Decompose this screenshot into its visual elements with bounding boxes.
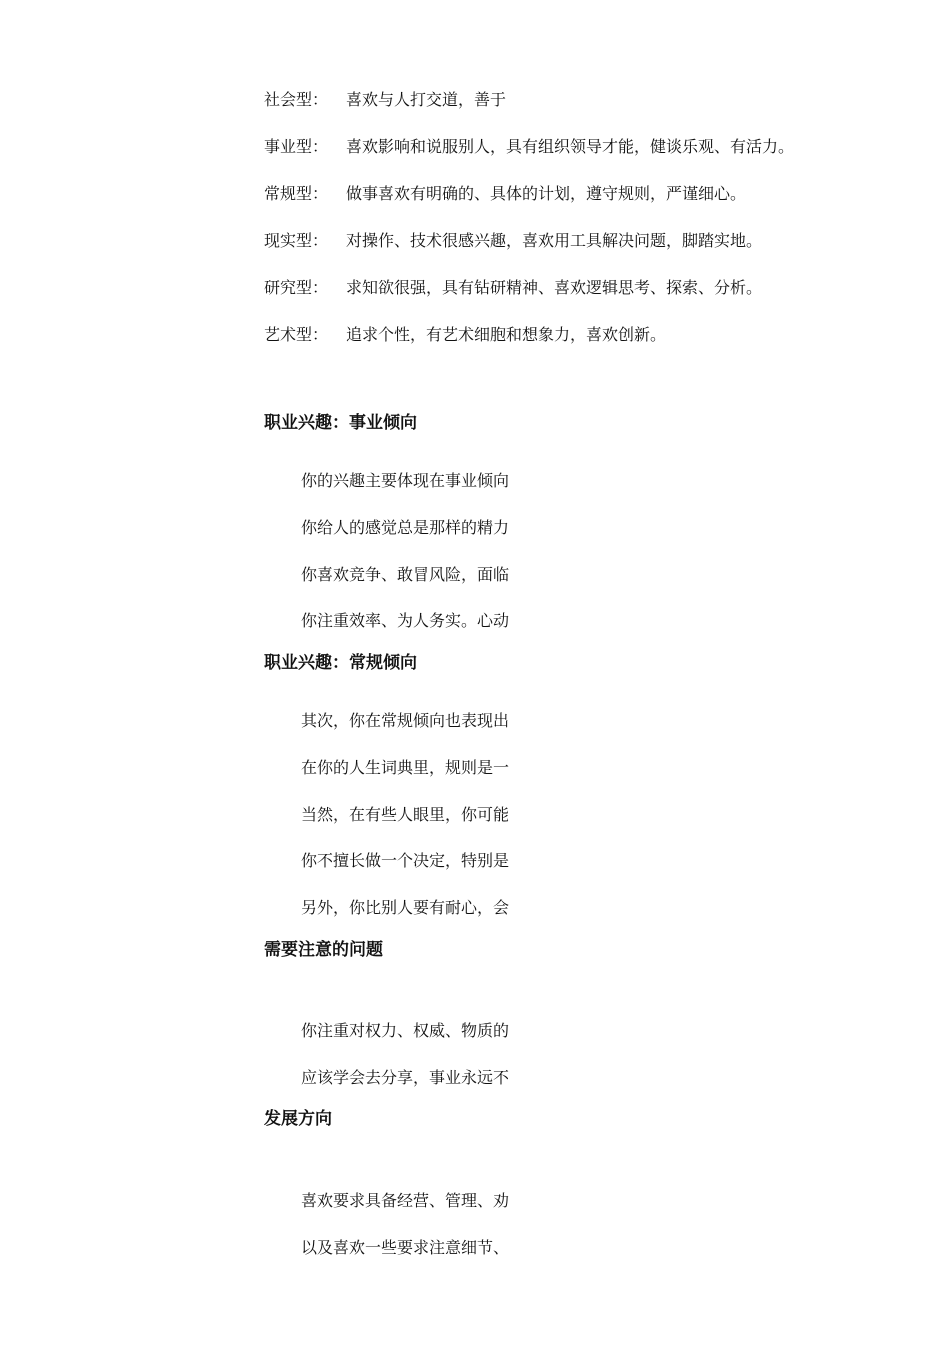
paragraph: 你的兴趣主要体现在事业倾向 bbox=[301, 471, 510, 490]
type-description: 喜欢与人打交道，善于 bbox=[346, 90, 507, 109]
paragraph: 另外，你比别人要有耐心，会 bbox=[301, 898, 510, 917]
type-description: 追求个性，有艺术细胞和想象力，喜欢创新。 bbox=[346, 325, 667, 344]
paragraph: 你给人的感觉总是那样的精力 bbox=[301, 518, 510, 537]
type-label: 常规型： bbox=[264, 184, 329, 203]
type-label: 现实型： bbox=[264, 231, 329, 250]
section-heading-caution: 需要注意的问题 bbox=[264, 940, 383, 960]
type-label: 社会型： bbox=[264, 90, 329, 109]
type-item-social bbox=[264, 90, 506, 110]
paragraph: 喜欢要求具备经营、管理、劝 bbox=[301, 1191, 510, 1210]
paragraph: 你注重效率、为人务实。心动 bbox=[301, 611, 510, 630]
type-item-artistic bbox=[264, 325, 666, 345]
type-label: 事业型： bbox=[264, 137, 329, 156]
paragraph: 你注重对权力、权威、物质的 bbox=[301, 1021, 510, 1040]
section-heading-development: 发展方向 bbox=[264, 1109, 332, 1129]
type-label: 研究型： bbox=[264, 278, 329, 297]
type-description: 喜欢影响和说服别人，具有组织领导才能，健谈乐观、有活力。 bbox=[346, 137, 795, 156]
section-heading-conventional: 职业兴趣：常规倾向 bbox=[264, 653, 417, 673]
type-item-enterprising bbox=[264, 137, 794, 157]
type-description: 做事喜欢有明确的、具体的计划，遵守规则，严谨细心。 bbox=[346, 184, 747, 203]
paragraph: 以及喜欢一些要求注意细节、 bbox=[301, 1238, 510, 1257]
paragraph: 当然，在有些人眼里，你可能 bbox=[301, 805, 510, 824]
type-item-conventional bbox=[264, 184, 746, 204]
type-item-investigative bbox=[264, 278, 762, 298]
section-heading-enterprising: 职业兴趣：事业倾向 bbox=[264, 413, 417, 433]
paragraph: 你不擅长做一个决定，特别是 bbox=[301, 851, 510, 870]
type-description: 求知欲很强，具有钻研精神、喜欢逻辑思考、探索、分析。 bbox=[346, 278, 763, 297]
paragraph: 在你的人生词典里，规则是一 bbox=[301, 758, 510, 777]
paragraph: 其次，你在常规倾向也表现出 bbox=[301, 711, 510, 730]
paragraph: 应该学会去分享，事业永远不 bbox=[301, 1068, 510, 1087]
type-description: 对操作、技术很感兴趣，喜欢用工具解决问题，脚踏实地。 bbox=[346, 231, 763, 250]
type-item-realistic bbox=[264, 231, 762, 251]
paragraph: 你喜欢竞争、敢冒风险，面临 bbox=[301, 565, 510, 584]
type-label: 艺术型： bbox=[264, 325, 329, 344]
